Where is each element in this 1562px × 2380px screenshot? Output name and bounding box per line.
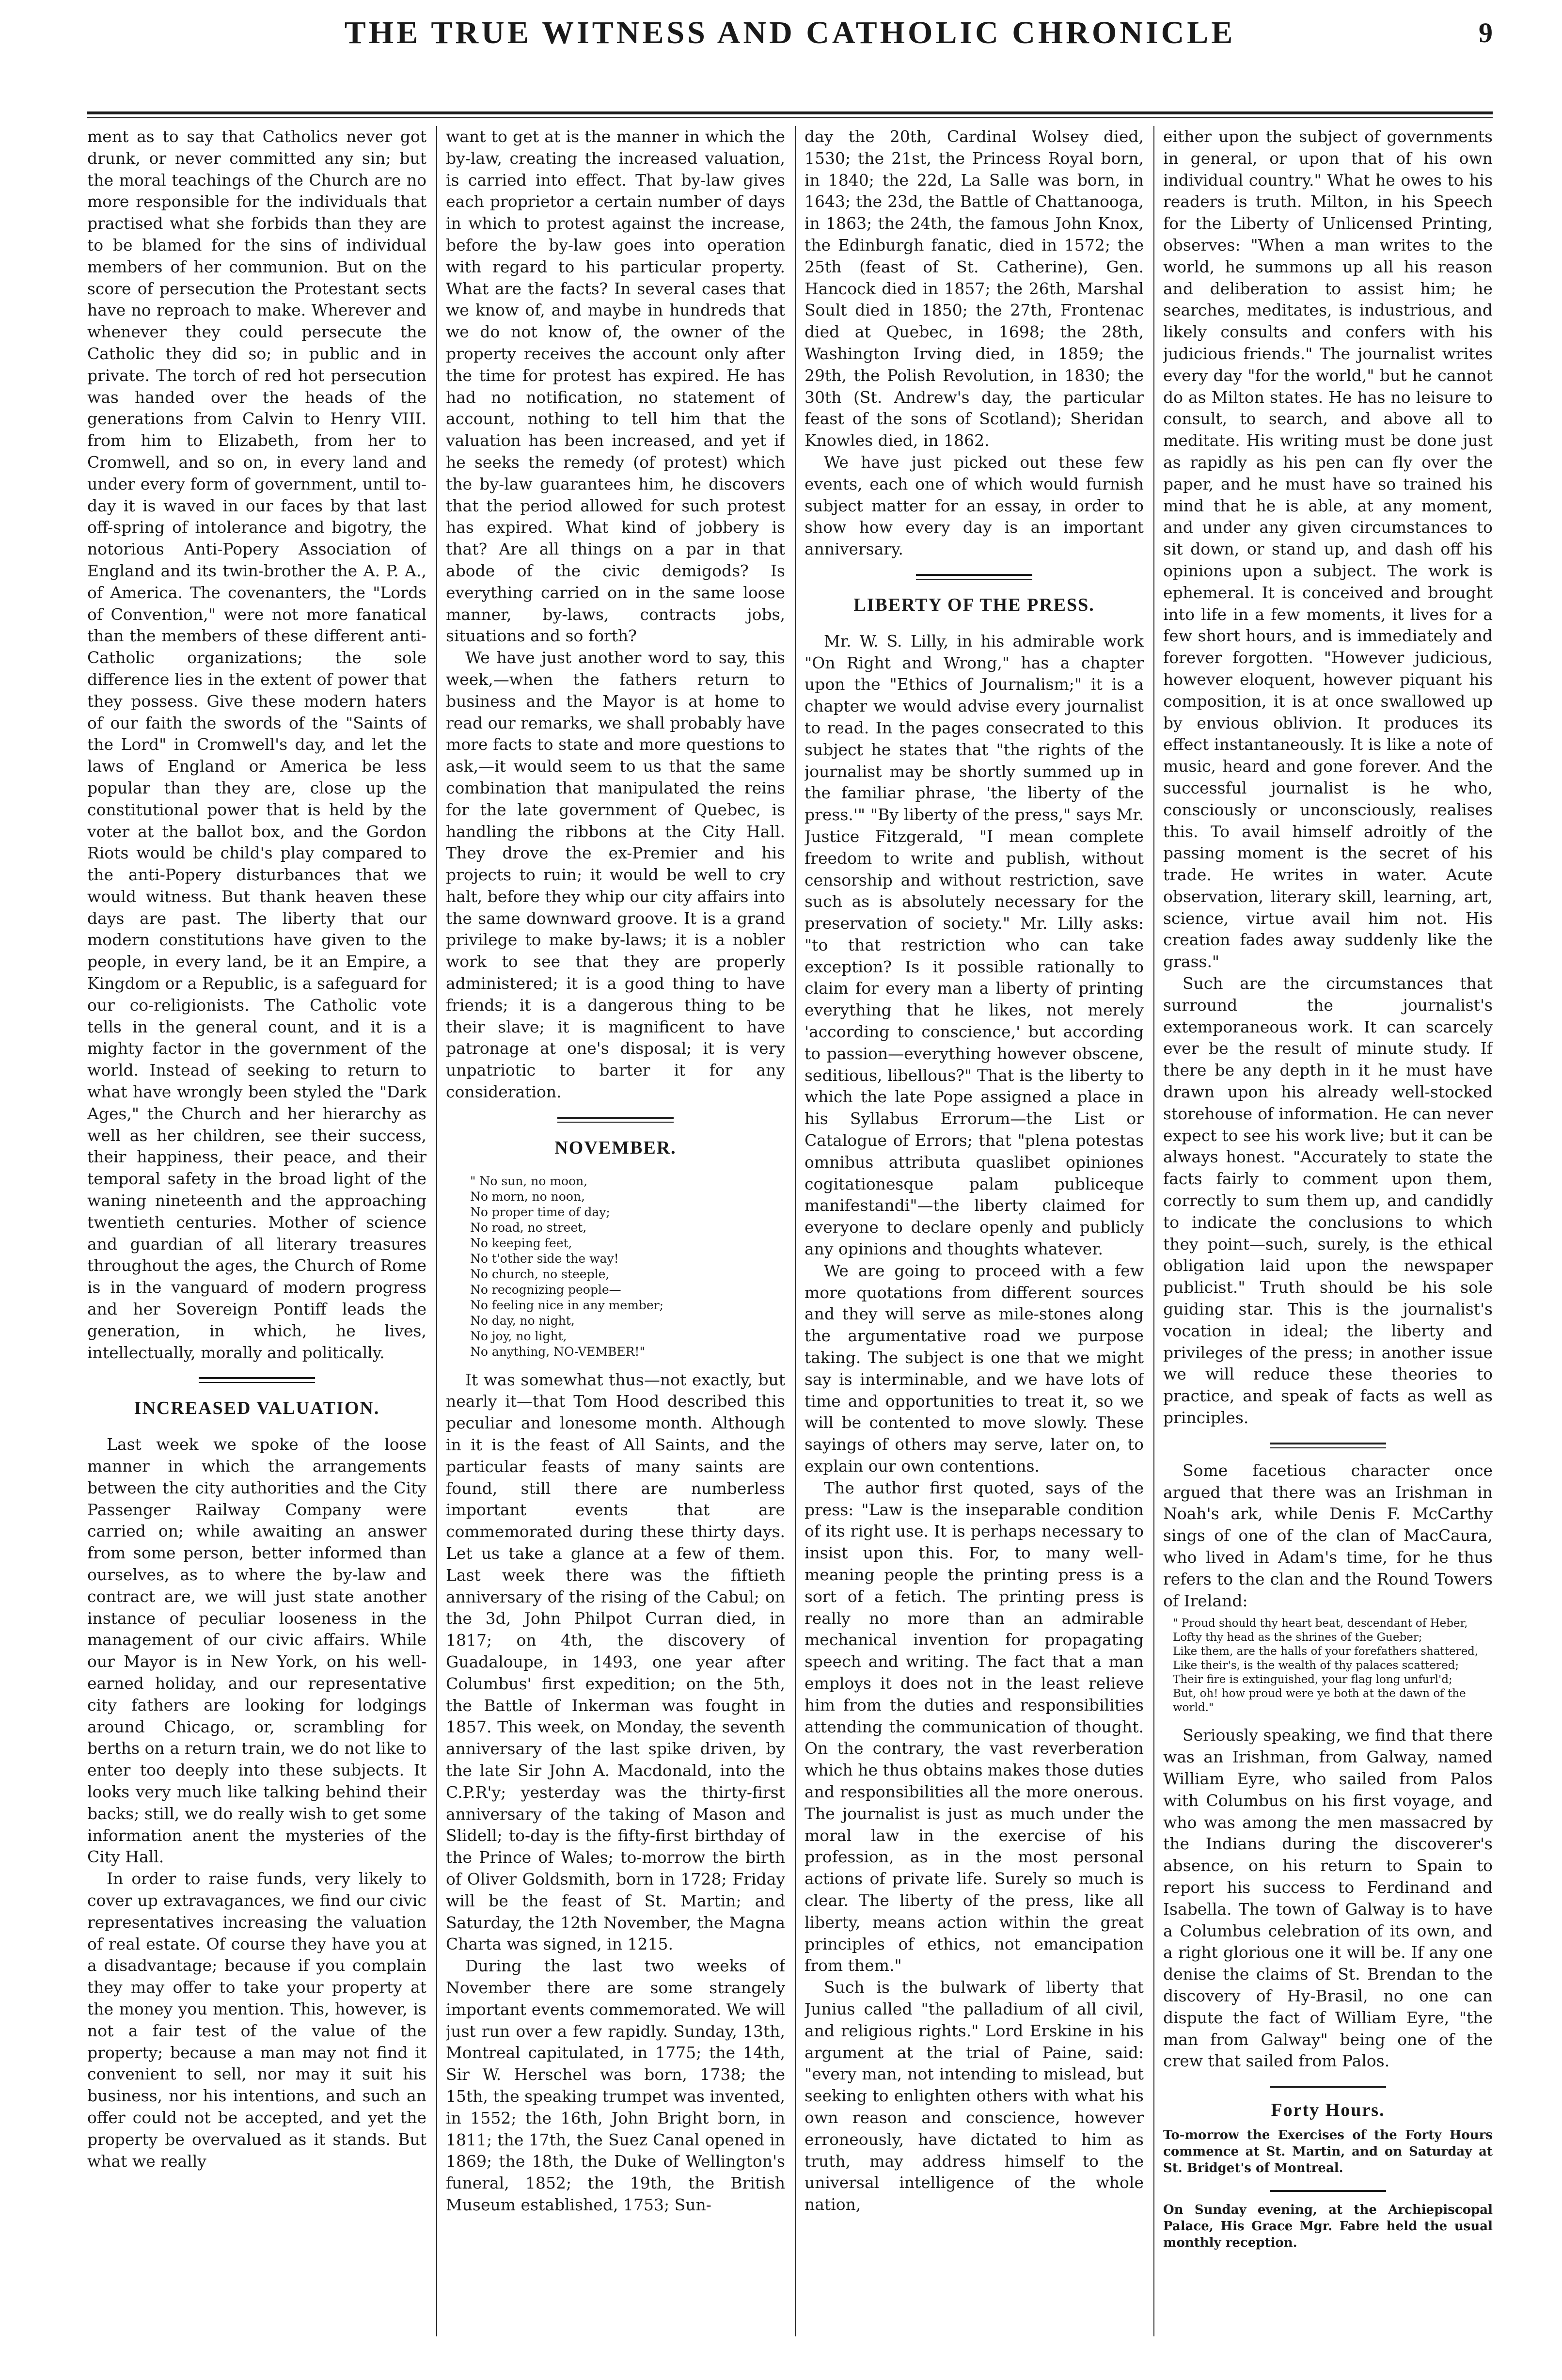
column-divider [795,126,796,2336]
poem-line: No anything, NO-VEMBER!" [470,1344,645,1359]
poem-line: No day, no night, [470,1313,575,1328]
column-1 [87,126,426,2336]
poem-line: No morn, no noon, [470,1189,585,1204]
col1-paragraph: ment as to say that Catholics never got drunk, or never committed any sin; but the moral teachings of the Church are no more responsible for the individuals that practised what she forbids than they are to be blamed for the sins of individual members of her communion. But on the score of persecution the Protestant sects have no reproach to make. Wherever and whenever they could persecute the Catholic they did so; in public and in private. The torch of red hot persecution was handed over the heads of the generations from Calvin to Henry VIII. from him to Elizabeth, from her to Cromwell, and so on, in every land and under every form of government, until to-day it is waved in our faces by that last off-spring of intolerance and bigotry, the notorious Anti-Popery Association of England and its twin-brother the A. P. A., of America. The covenanters, the "Lords of Convention," were not more fanatical than the members of these different anti-Catholic organizations; the sole difference lies in the extent of power that they possess. Give these modern haters of our faith the swords of the "Saints of the Lord" in Cromwell's day, and let the laws of England or America be less popular than they are, close up the constitutional power that is held by the voter at the ballot box, and the Gordon Riots would be child's play compared to the anti-Popery disturbances that we would witness. But thank heaven these days are past. The liberty that our modern constitutions have given to the people, in every land, be it an Empire, a Kingdom or a Republic, is a safeguard for our co-religionists. The Catholic vote tells in the general count, and it is a mighty factor in the government of the world. Instead of seeking to return to what have wrongly been styled the "Dark Ages," the Church and her hierarchy as well as her children, see their success, their happiness, their peace, and their temporal safety in the broad light of the waning nineteenth and the approaching twentieth centuries. Mother of science and guardian of all literary treasures throughout the ages, the Church of Rome is in the vanguard of modern progress and her Sovereign Pontiff leads the generation, in which, he lives, intellectually, morally and politically. [87,127,426,1362]
poem-line: Lofty thy head as the shrines of the Gueber; [1173,1631,1422,1644]
round-towers-poem [1173,1617,1493,1715]
section-separator [1270,2086,1386,2088]
masthead-rule [87,111,1493,114]
section-separator [557,1117,674,1119]
poem-line: Like their's, is the wealth of thy palaces scattered; [1173,1659,1459,1672]
col3-paragraph: Such is the bulwark of liberty that Junius called "the palladium of all civil, and religious rights." Lord Erskine in his argument at the trial of Paine, said: "every man, not intending to mislead, but seeking to enlighten others with what his own reason and conscience, however erroneously, have dictated to him as truth, may address himself to the universal intelligence of the whole nation, [805,1978,1144,2214]
column-2 [446,126,785,2336]
col3-paragraph: Mr. W. S. Lilly, in his admirable work "On Right and Wrong," has a chapter upon the "Ethics of Journalism;" it is a chapter we would advise every journalist to read. In the pages consecrated to this subject he states that "the rights of the journalist may be shortly summed up in the familiar phrase, 'the liberty of the press.'" "By liberty of the press," says Mr. Justice Fitzgerald, "I mean complete freedom to write and publish, without censorship and without restriction, save such as is absolutely necessary for the preservation of society." Mr. Lilly asks: "to that restriction who can take exception? Is it possible rationally to claim for every man a liberty of printing everything that he likes, not merely 'according to conscience,' but according to passion—everything however obscene, seditious, libellous?" That is the liberty to which the late Pope assigned a place in his Syllabus Errorum—the List or Catalogue of Errors; that "plena potestas omnibus attributa quaslibet opiniones cogitationesque palam publiceque manifestandi"—the liberty claimed for everyone to declare openly and publicly any opinions and thoughts whatever. [805,631,1144,1259]
section-separator-thin [199,1382,315,1383]
masthead [87,15,1493,68]
newspaper-title: THE TRUE WITNESS AND CATHOLIC CHRONICLE [344,15,1236,50]
col3-paragraph: We are going to proceed with a few more quotations from different sources and they will serve as mile-stones along the argumentative road we purpose taking. The subject is one that we might say is interminable, and we have lots of time and opportunities to treat it, so we will be contented to move slowly. These sayings of others may serve, later on, to explain our own contentions. [805,1261,1144,1476]
reception-notice: On Sunday evening, at the Archiepiscopal Palace, His Grace Mgr. Fabre held the usual monthly reception. [1163,2202,1493,2250]
poem-line: No joy, no light, [470,1329,567,1343]
section-separator-thin [916,579,1032,580]
forty-hours-notice: To-morrow the Exercises of the Forty Hours commence at St. Martin, and on Saturday at St. Bridget's of Montreal. [1163,2127,1493,2175]
poem-line: No proper time of day; [470,1205,610,1219]
col2-paragraph: We have just another word to say, this week,—when the fathers return to business and the Mayor is at home to read our remarks, we shall probably have more facts to state and more questions to ask,—it would seem to us that the same combination that manipulated the reins for the late government of Quebec, is handling the ribbons at the City Hall. They drove the ex-Premier and his projects to ruin; it would be well to cry halt, before they whip our city affairs into the same downward groove. It is a grand privilege to make by-laws; it is a nobler work to see that they are properly administered; it is a good thing to have friends; it is a dangerous thing to be their slave; it is magnificent to have patronage at one's disposal; it is very unpatriotic to barter it for any consideration. [446,648,785,1102]
col4-paragraph: either upon the subject of governments in general, or upon that of his own individual country." What he owes to his readers is truth. Milton, in his Speech for the Liberty of Unlicensed Printing, observes: "When a man writes to the world, he summons up all his reason and deliberation to assist him; he searches, meditates, is industrious, and likely consults and confers with his judicious friends." The journalist writes every day "for the world," but he cannot do as Milton states. He has no leisure to consult, to search, and above all to meditate. His writing must be done just as rapidly as his pen can fly over the paper, and he must have so trained his mind that he is able, at any moment, and under any given circumstances to sit down, or stand up, and dash off his opinions upon a subject. The work is ephemeral. It is conceived and brought into life in a few moments, it lives for a few short hours, and is immediately and forever forgotten. "However judicious, however eloquent, however piquant his composition, it is at once swallowed up by envious oblivion. It produces its effect instantaneously. It is like a note of music, heard and gone forever. And the successful journalist is he who, consciously or unconsciously, realises this. To avail himself adroitly of the passing moment is the secret of his trade. He writes in water. Acute observation, literary skill, learning, art, science, virtue avail him not. His creation fades away suddenly like the grass." [1163,127,1493,971]
poem-line: " Proud should thy heart beat, descendant of Heber, [1173,1617,1468,1630]
col2-paragraph: It was somewhat thus—not exactly, but nearly it—that Tom Hood described this peculiar and lonesome month. Although in it is the feast of All Saints, and the particular feasts of many saints are found, still there are numberless important events that are commemorated during these thirty days. Let us take a glance at a few of them. Last week there was the fiftieth anniversary of the rising of the Cabul; on the 3d, John Philpot Curran died, in 1817; on 4th, the discovery of Guadaloupe, in 1493, one year after Columbus' first expedition; on the 5th, the Battle of Inkerman was fought in 1857. This week, on Monday, the seventh anniversary of the last spike driven, by the late Sir John A. Macdonald, into the C.P.R'y; yesterday was the thirty-first anniversary of the taking of Mason and Slidell; to-day is the fifty-first birthday of the Prince of Wales; to-morrow the birth of Oliver Goldsmith, born in 1728; Friday will be the feast of St. Martin; and Saturday, the 12th November, the Magna Charta was signed, in 1215. [446,1370,785,1954]
column-3 [805,126,1144,2336]
col3-paragraph: day the 20th, Cardinal Wolsey died, 1530; the 21st, the Princess Royal born, in 1840; the 22d, La Salle was born, in 1643; the 23d, the Battle of Chattanooga, in 1863; the 24th, the famous John Knox, the Edinburgh fanatic, died in 1572; the 25th (feast of St. Catherine), Gen. Hancock died in 1857; the 26th, Marshal Soult died in 1850; the 27th, Frontenac died at Quebec, in 1698; the 28th, Washington Irving died, in 1859; the 29th, the Polish Revolution, in 1830; the 30th (St. Andrew's day, the particular feast of the sons of Scotland); Sheridan Knowles died, in 1862. [805,127,1144,450]
poem-line: No recognizing people— [470,1282,621,1297]
poem-line: No t'other side the way! [470,1251,619,1266]
col3-paragraph: The author first quoted, says of the press: "Law is the inseparable condition of its right use. It is perhaps necessary to insist upon this. For, to many well-meaning people the printing press is a sort of a fetich. The printing press is really no more than an admirable mechanical invention for propagating speech and writing. The fact that a man employs it does not in the least relieve him from the duties and responsibilities attending the communication of thought. On the contrary, the vast reverberation which he thus obtains makes those duties and responsibilities all the more onerous. The journalist is just as much under the moral law in the exercise of his profession, as in the most personal actions of private life. Surely so much is clear. The liberty of the press, like all liberty, means action within the great principles of ethics, not emancipation from them." [805,1478,1144,1975]
masthead-rule-thin [87,117,1493,118]
section-separator [1270,2190,1386,2192]
poem-line: " No sun, no moon, [470,1174,588,1188]
headline-increased-valuation: INCREASED VALUATION. [134,1398,380,1419]
poem-line: No keeping feet, [470,1236,572,1250]
poem-line: No road, no street, [470,1220,587,1235]
headline-forty-hours: Forty Hours. [1271,2100,1385,2121]
section-separator [1270,1443,1386,1444]
col4-paragraph: Some facetious character once argued that there was an Irishman in Noah's ark, while Denis F. McCarthy sings of one of the clan of MacCaura, who lived in Adam's time, for he thus refers to the clan and the Round Towers of Ireland: [1163,1460,1493,1610]
column-4 [1163,126,1493,2336]
col1-paragraph: Last week we spoke of the loose manner in which the arrangements between the city authorities and the City Passenger Railway Company were carried on; while awaiting an answer from some person, better informed than ourselves, as to where the by-law and contract are, we will just state another instance of peculiar looseness in the management of our civic affairs. While our Mayor is in New York, on his well-earned holiday, and our representative city fathers are looking for lodgings around Chicago, or, scrambling for berths on a return train, we do not like to enter too deeply into these subjects. It looks very much like talking behind their backs; still, we do really wish to get some information anent the mysteries of the City Hall. [87,1435,426,1867]
section-separator [199,1377,315,1379]
section-separator-thin [557,1122,674,1123]
poem-line: No church, no steeple, [470,1267,610,1281]
poem-line: But, oh! how proud were ye both at the dawn of the world." [1173,1687,1466,1714]
col1-paragraph: In order to raise funds, very likely to cover up extravagances, we find our civic representatives increasing the valuation of real estate. Of course they have you at a disadvantage; because if you complain they may offer to take your property at the money you mention. This, however, is not a fair test of the value of the property; because a man may not find it convenient to sell, nor may it suit his business, nor his intentions, and such an offer could not be accepted, and yet the property be overvalued as it stands. But what we really [87,1869,426,2171]
poem-line: Their fire is extinguished, your flag long unfurl'd; [1173,1673,1452,1686]
col2-paragraph: want to get at is the manner in which the by-law, creating the increased valuation, is carried into effect. That by-law gives each proprietor a certain number of days in which to protest against the increase, before the by-law goes into operation with regard to his particular property. What are the facts? In several cases that we know of, and maybe in hundreds that we do not know of, the owner of the property receives the account only after the time for protest has expired. He has had no notification, no statement of account, nothing to tell him that the valuation has been increased, and yet if he seeks the remedy (of protest) which the by-law guarantees him, he discovers that the period allowed for such protest has expired. What kind of jobbery is that? Are all things on a par in that abode of the civic demigods? Is everything carried on in the same loose manner, by-laws, contracts jobs, situations and so forth? [446,127,785,646]
headline-liberty-of-the-press: LIBERTY OF THE PRESS. [853,594,1095,615]
column-divider [1153,126,1154,2336]
section-separator-thin [1270,1447,1386,1448]
col4-paragraph: Seriously speaking, we find that there was an Irishman, from Galway, named William Eyre, who sailed from Palos with Columbus on his first voyage, and who was among the men massacred by the Indians during the discoverer's absence, on his return to Spain to report his success to Ferdinand and Isabella. The town of Galway is to have a Columbus celebration of its own, and a right glorious one it will be. If any one denise the claims of St. Brendan to the discovery of Hy-Brasil, no one can dispute the fact of William Eyre, "the man from Galway" being one of the crew that sailed from Palos. [1163,1726,1493,2071]
poem-line: No feeling nice in any member; [470,1298,664,1312]
column-divider [436,126,437,2336]
section-separator [916,574,1032,576]
page-number: 9 [1479,17,1493,48]
november-poem [470,1174,785,1360]
headline-november: NOVEMBER. [554,1137,677,1158]
col2-paragraph: During the last two weeks of November there are some strangely important events commemorated. We will just run over a few rapidly. Sunday, 13th, Montreal capitulated, in 1775; the 14th, Sir W. Herschel was born, 1738; the 15th, the speaking trumpet was invented, in 1552; the 16th, John Bright born, in 1811; the 17th, the Suez Canal opened in 1869; the 18th, the Duke of Wellington's funeral, 1852; the 19th, the British Museum established, 1753; Sun- [446,1956,785,2214]
col4-paragraph: Such are the circumstances that surround the journalist's extemporaneous work. It can scarcely ever be the result of minute study. If there be any depth in it he must have drawn upon his already well-stocked storehouse of information. He can never expect to see his work live; but it can be always honest. "Accurately to state the facts fairly to comment upon them, correctly to sum them up, and candidly to indicate the conclusions to which they point—such, surely, is the ethical obligation laid upon the newspaper publicist." Truth should be his sole guiding star. This is the journalist's vocation in ideal; the liberty and privileges of the press; in another issue we will reduce these theories to practice, and speak of facts as well as principles. [1163,974,1493,1428]
poem-line: Like them, are the halls of your forefathers shattered, [1173,1645,1479,1658]
col3-paragraph: We have just picked out these few events, each one of which would furnish subject matter for an essay, in order to show how every day is an important anniversary. [805,452,1144,559]
